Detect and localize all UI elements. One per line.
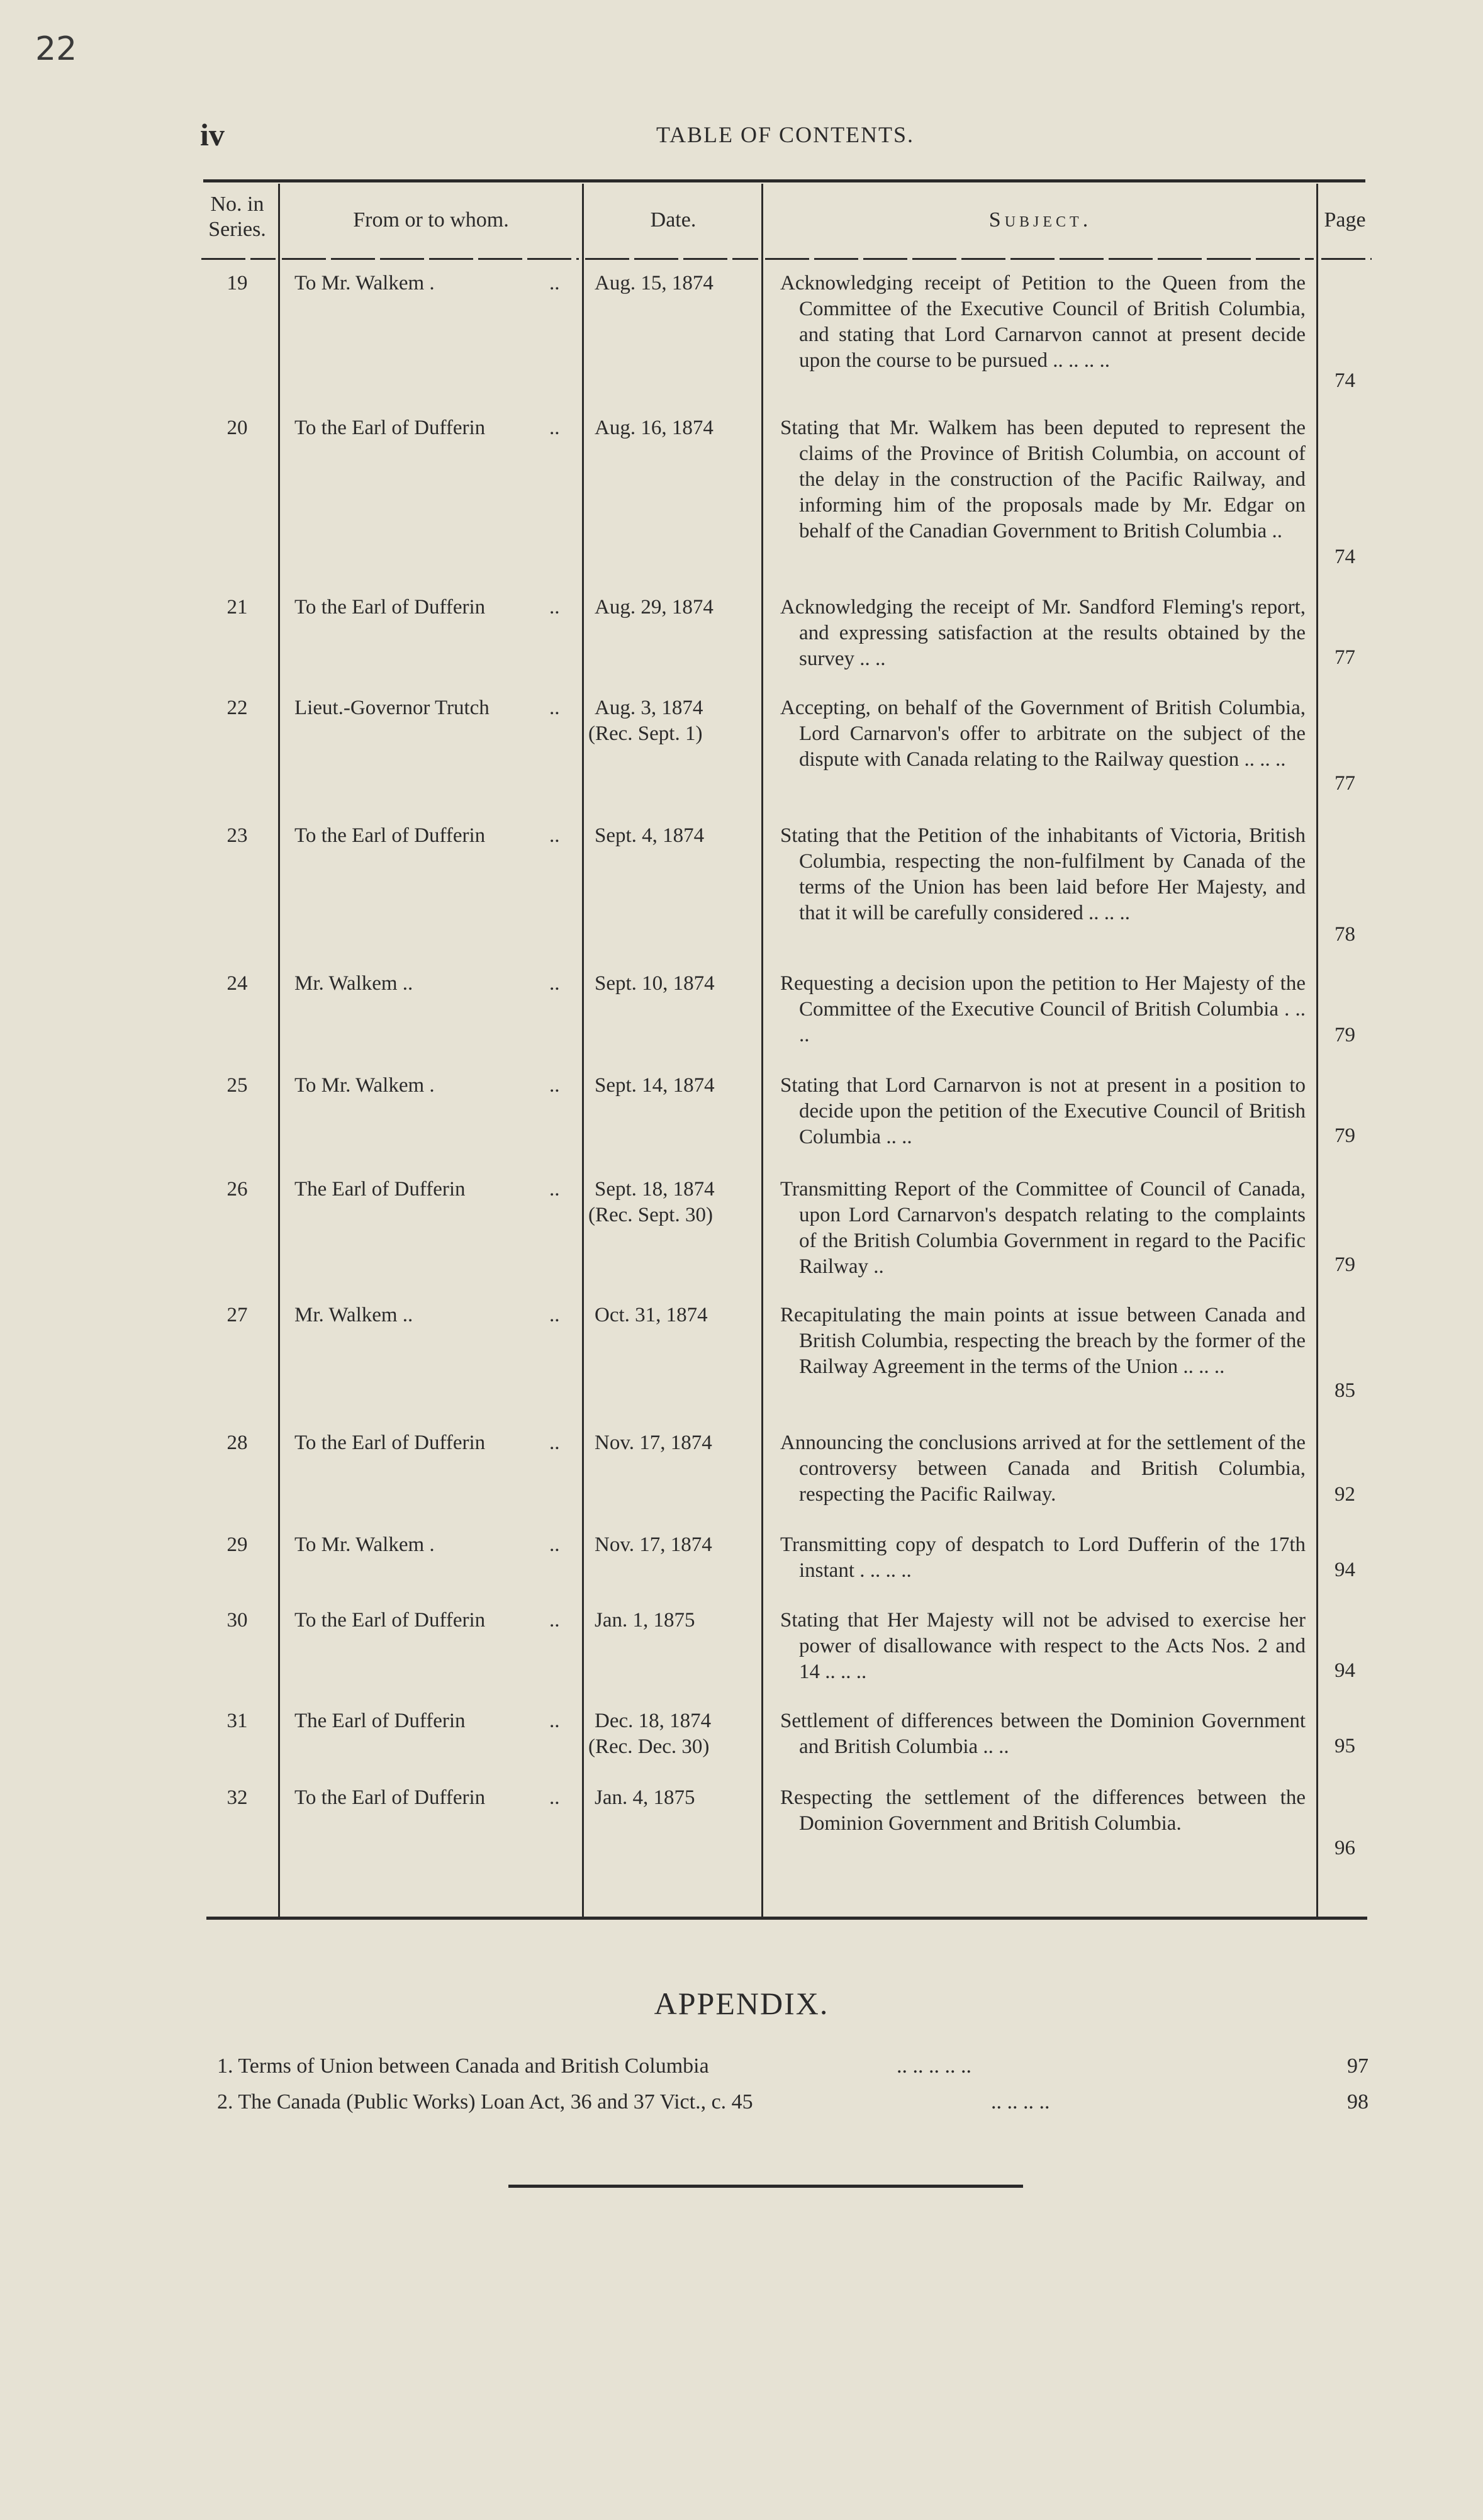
page-reference: 79 xyxy=(1335,1124,1355,1147)
letter-date: Dec. 18, 1874 xyxy=(595,1710,712,1732)
subject-text: Acknowledging receipt of Petition to the Queen from the Committee of the Executive Council of British Columbia, and stating that Lord Carnarvon cannot at present decide upon the course to be pursued .. .. .. .. xyxy=(780,272,1306,372)
letter-date: Aug. 3, 1874 xyxy=(595,697,703,719)
series-number: 19 xyxy=(227,272,248,294)
header-from: From or to whom. xyxy=(353,208,509,232)
leader-dots: .. xyxy=(549,972,560,995)
column-divider xyxy=(278,184,280,1917)
correspondent: To the Earl of Dufferin xyxy=(294,1431,486,1454)
letter-date: Nov. 17, 1874 xyxy=(595,1533,712,1556)
correspondent: The Earl of Dufferin xyxy=(294,1178,466,1201)
series-number: 20 xyxy=(227,417,248,439)
letter-date: Sept. 14, 1874 xyxy=(595,1074,715,1097)
subject-text: Stating that Mr. Walkem has been deputed to represent the claims of the Province of British Columbia, on account of the delay in the construction of the Pacific Railway, and informing him of the proposals made by Mr. Edgar on behalf of the Canadian Government to British Columbia .. xyxy=(780,417,1306,542)
page-number: 22 xyxy=(35,30,77,68)
header-series: No. in Series. xyxy=(208,193,266,241)
page-reference: 74 xyxy=(1335,546,1355,568)
leader-dots: .. xyxy=(549,1609,560,1632)
column-divider xyxy=(761,184,763,1917)
letter-date: Jan. 4, 1875 xyxy=(595,1786,695,1809)
header-page: Page xyxy=(1324,208,1366,232)
subject-text: Announcing the conclusions arrived at for the settlement of the controversy between Canada and British Columbia, respecting the Pacific Railway. xyxy=(780,1431,1306,1506)
received-date: (Rec. Sept. 30) xyxy=(588,1204,713,1226)
subject-text: Accepting, on behalf of the Government of British Columbia, Lord Carnarvon's offer to arbitrate on the subject of the dispute with Canada relating to the Railway question .. .. .. xyxy=(780,697,1306,771)
series-number: 29 xyxy=(227,1533,248,1556)
leader-dots: .. .. .. .. xyxy=(991,2090,1050,2114)
correspondent: To the Earl of Dufferin xyxy=(294,1786,486,1809)
received-date: (Rec. Dec. 30) xyxy=(588,1735,710,1758)
series-number: 22 xyxy=(227,697,248,719)
page-reference: 78 xyxy=(1335,923,1355,946)
subject-text: Acknowledging the receipt of Mr. Sandford Fleming's report, and expressing satisfaction at the results obtained by the survey .. .. xyxy=(780,596,1306,670)
correspondent: Lieut.-Governor Trutch xyxy=(294,697,490,719)
page-reference: 94 xyxy=(1335,1559,1355,1581)
page-reference: 92 xyxy=(1335,1483,1355,1506)
subject-text: Respecting the settlement of the differences between the Dominion Government and British Columbia. xyxy=(780,1786,1306,1835)
subject-text: Stating that Lord Carnarvon is not at present in a position to decide upon the petition of the Executive Council of British Columbia .. .. xyxy=(780,1074,1306,1148)
header-rule xyxy=(201,258,276,260)
page-title: TABLE OF CONTENTS. xyxy=(656,122,915,147)
series-number: 25 xyxy=(227,1074,248,1097)
correspondent: To Mr. Walkem . xyxy=(294,1074,435,1097)
letter-date: Oct. 31, 1874 xyxy=(595,1304,708,1326)
page-reference: 77 xyxy=(1335,646,1355,669)
correspondent: To the Earl of Dufferin xyxy=(294,417,486,439)
series-number: 28 xyxy=(227,1431,248,1454)
leader-dots: .. xyxy=(549,1304,560,1326)
leader-dots: .. xyxy=(549,1074,560,1097)
column-divider xyxy=(1316,184,1318,1917)
running-head xyxy=(200,116,1370,154)
correspondent: To Mr. Walkem . xyxy=(294,1533,435,1556)
leader-dots: .. xyxy=(549,697,560,719)
appendix-item xyxy=(217,2090,1368,2119)
page-reference: 95 xyxy=(1335,1735,1355,1757)
subject-text: Recapitulating the main points at issue between Canada and British Columbia, respecting the breach by the former of the Railway Agreement in the terms of the Union .. .. .. xyxy=(780,1304,1306,1378)
letter-date: Aug. 16, 1874 xyxy=(595,417,714,439)
subject-text: Settlement of differences between the Dominion Government and British Columbia .. .. xyxy=(780,1710,1306,1758)
series-number: 23 xyxy=(227,824,248,847)
header-subject: Subject. xyxy=(988,208,1092,232)
letter-date: Nov. 17, 1874 xyxy=(595,1431,712,1454)
series-number: 32 xyxy=(227,1786,248,1809)
series-number: 26 xyxy=(227,1178,248,1201)
header-date: Date. xyxy=(650,208,697,232)
letter-date: Sept. 4, 1874 xyxy=(595,824,705,847)
appendix-item xyxy=(217,2054,1368,2083)
closing-rule xyxy=(508,2185,1023,2188)
leader-dots: .. xyxy=(549,1431,560,1454)
correspondent: To the Earl of Dufferin xyxy=(294,596,486,619)
table-top-rule xyxy=(203,179,1365,182)
page-reference: 77 xyxy=(1335,772,1355,795)
series-number: 27 xyxy=(227,1304,248,1326)
header-rule xyxy=(1321,258,1372,260)
page-reference: 85 xyxy=(1335,1379,1355,1402)
leader-dots: .. .. .. .. .. xyxy=(897,2054,971,2078)
letter-date: Jan. 1, 1875 xyxy=(595,1609,695,1632)
series-number: 24 xyxy=(227,972,248,995)
series-number: 30 xyxy=(227,1609,248,1632)
correspondent: To the Earl of Dufferin xyxy=(294,1609,486,1632)
correspondent: Mr. Walkem .. xyxy=(294,1304,413,1326)
letter-date: Sept. 18, 1874 xyxy=(595,1178,715,1201)
table-bottom-rule xyxy=(206,1917,1367,1920)
roman-page-number: iv xyxy=(200,117,225,152)
header-rule xyxy=(765,258,1314,260)
subject-text: Stating that the Petition of the inhabitants of Victoria, British Columbia, respecting the non-fulfilment by Canada of the terms of the Union has been laid before Her Majesty, and that it will be carefully considered .. .. .. xyxy=(780,824,1306,924)
leader-dots: .. xyxy=(549,824,560,847)
leader-dots: .. xyxy=(549,1178,560,1201)
page-reference: 79 xyxy=(1335,1253,1355,1276)
letter-date: Sept. 10, 1874 xyxy=(595,972,715,995)
correspondent: Mr. Walkem .. xyxy=(294,972,413,995)
appendix-item-label: 2. The Canada (Public Works) Loan Act, 36 and 37 Vict., c. 45 xyxy=(217,2090,753,2114)
leader-dots: .. xyxy=(549,272,560,294)
appendix-item-page: 97 xyxy=(1347,2054,1368,2078)
leader-dots: .. xyxy=(549,1786,560,1809)
leader-dots: .. xyxy=(549,1533,560,1556)
header-rule xyxy=(585,258,758,260)
letter-date: Aug. 29, 1874 xyxy=(595,596,714,619)
subject-text: Transmitting copy of despatch to Lord Dufferin of the 17th instant . .. .. .. xyxy=(780,1533,1306,1582)
series-number: 21 xyxy=(227,596,248,619)
letter-date: Aug. 15, 1874 xyxy=(595,272,714,294)
appendix-item-page: 98 xyxy=(1347,2090,1368,2114)
appendix-title: APPENDIX. xyxy=(654,1986,829,2021)
subject-text: Requesting a decision upon the petition to Her Majesty of the Committee of the Executive Council of British Columbia . .. .. xyxy=(780,972,1306,1046)
page-reference: 96 xyxy=(1335,1837,1355,1859)
received-date: (Rec. Sept. 1) xyxy=(588,722,703,745)
leader-dots: .. xyxy=(549,596,560,619)
leader-dots: .. xyxy=(549,1710,560,1732)
leader-dots: .. xyxy=(549,417,560,439)
appendix-item-label: 1. Terms of Union between Canada and British Columbia xyxy=(217,2054,709,2078)
header-rule xyxy=(282,258,579,260)
correspondent: To Mr. Walkem . xyxy=(294,272,435,294)
page-reference: 74 xyxy=(1335,369,1355,392)
column-divider xyxy=(582,184,584,1917)
subject-text: Stating that Her Majesty will not be advised to exercise her power of disallowance with respect to the Acts Nos. 2 and 14 .. .. .. xyxy=(780,1609,1306,1683)
subject-text: Transmitting Report of the Committee of Council of Canada, upon Lord Carnarvon's despatch relating to the complaints of the British Columbia Government in regard to the Pacific Railway .. xyxy=(780,1178,1306,1278)
series-number: 31 xyxy=(227,1710,248,1732)
page-reference: 79 xyxy=(1335,1024,1355,1046)
page-reference: 94 xyxy=(1335,1659,1355,1682)
correspondent: The Earl of Dufferin xyxy=(294,1710,466,1732)
correspondent: To the Earl of Dufferin xyxy=(294,824,486,847)
